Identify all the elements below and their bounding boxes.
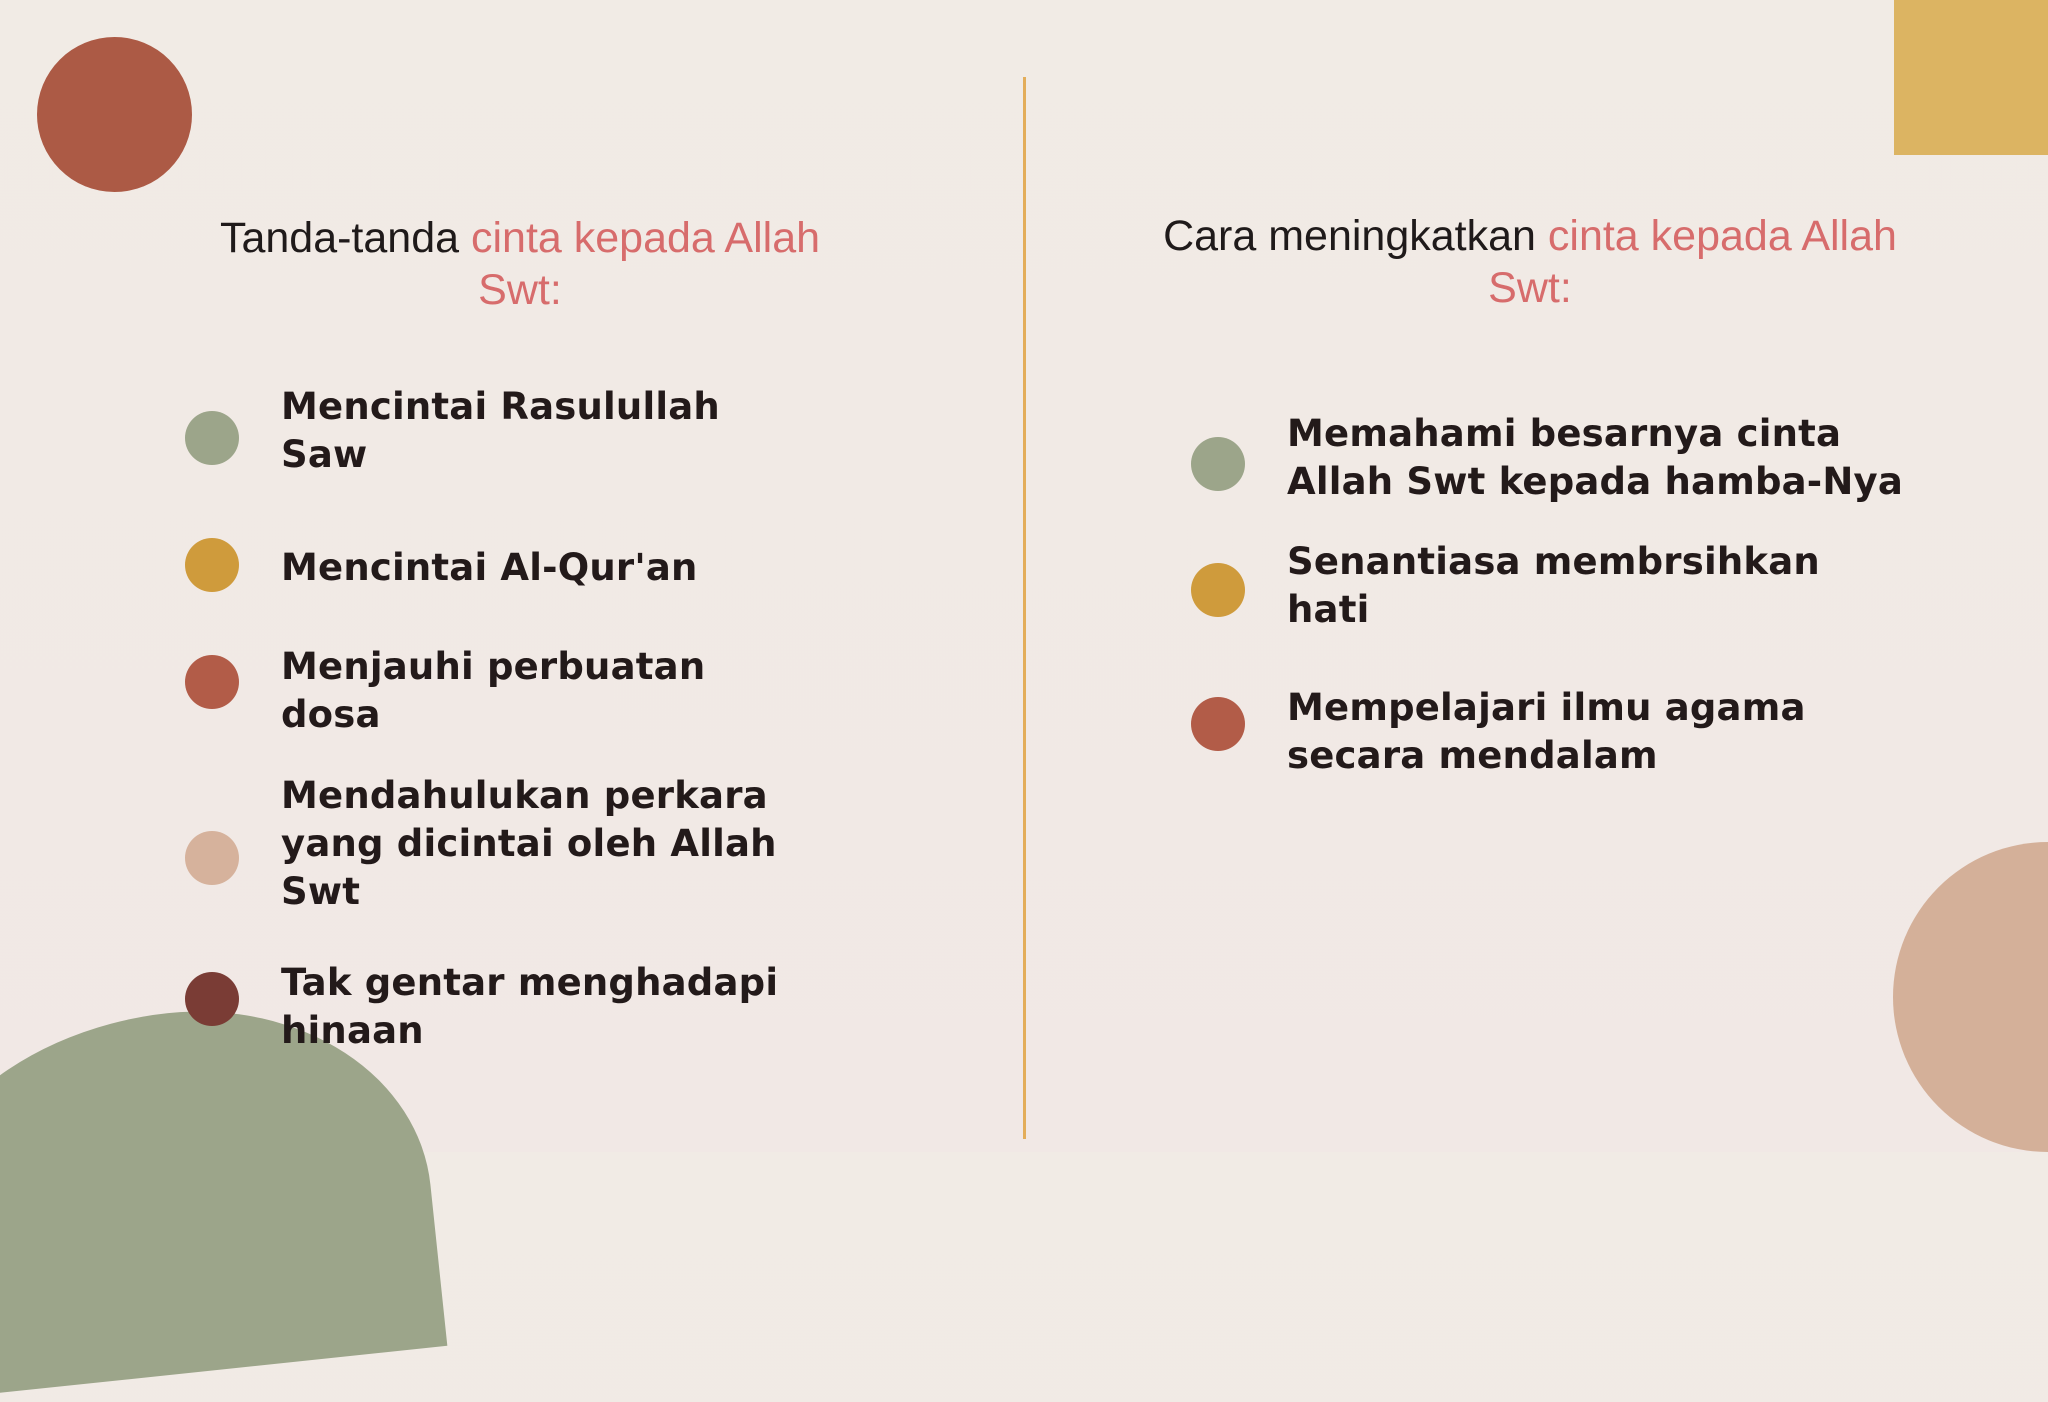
list-item-text: Mencintai Rasulullah Saw xyxy=(281,385,720,476)
column-divider xyxy=(1023,77,1026,1139)
bullet-dot xyxy=(185,538,239,592)
list-item-text: Tak gentar menghadapi hinaan xyxy=(281,961,779,1052)
bullet-dot xyxy=(185,655,239,709)
bullet-dot xyxy=(1191,697,1245,751)
bullet-dot xyxy=(185,411,239,465)
bullet-dot xyxy=(185,972,239,1026)
left-heading-accent: cinta kepada Allah Swt: xyxy=(470,214,821,314)
list-item-text: Menjauhi perbuatan dosa xyxy=(281,645,706,736)
right-column-heading xyxy=(1150,210,1910,314)
list-item-text: Senantiasa membrsihkan hati xyxy=(1287,540,1820,631)
right-heading-accent: cinta kepada Allah Swt: xyxy=(1488,212,1897,312)
list-item-text: Memahami besarnya cinta Allah Swt kepada hamba-Nya xyxy=(1287,412,1904,503)
list-item-text: Mendahulukan perkara yang dicintai oleh Allah Swt xyxy=(281,774,777,913)
decorative-circle-top-left xyxy=(37,37,192,192)
decorative-circle-bottom-right xyxy=(1893,842,2048,1152)
left-heading-plain: Tanda-tanda xyxy=(219,214,471,262)
bullet-dot xyxy=(185,831,239,885)
bullet-dot xyxy=(1191,437,1245,491)
list-item-text: Mencintai Al-Qur'an xyxy=(281,546,698,589)
right-heading-plain: Cara meningkatkan xyxy=(1163,212,1548,260)
left-column-heading xyxy=(180,212,860,316)
decorative-square-top-right xyxy=(1894,0,2048,155)
bullet-dot xyxy=(1191,563,1245,617)
list-item-text: Mempelajari ilmu agama secara mendalam xyxy=(1287,686,1806,777)
